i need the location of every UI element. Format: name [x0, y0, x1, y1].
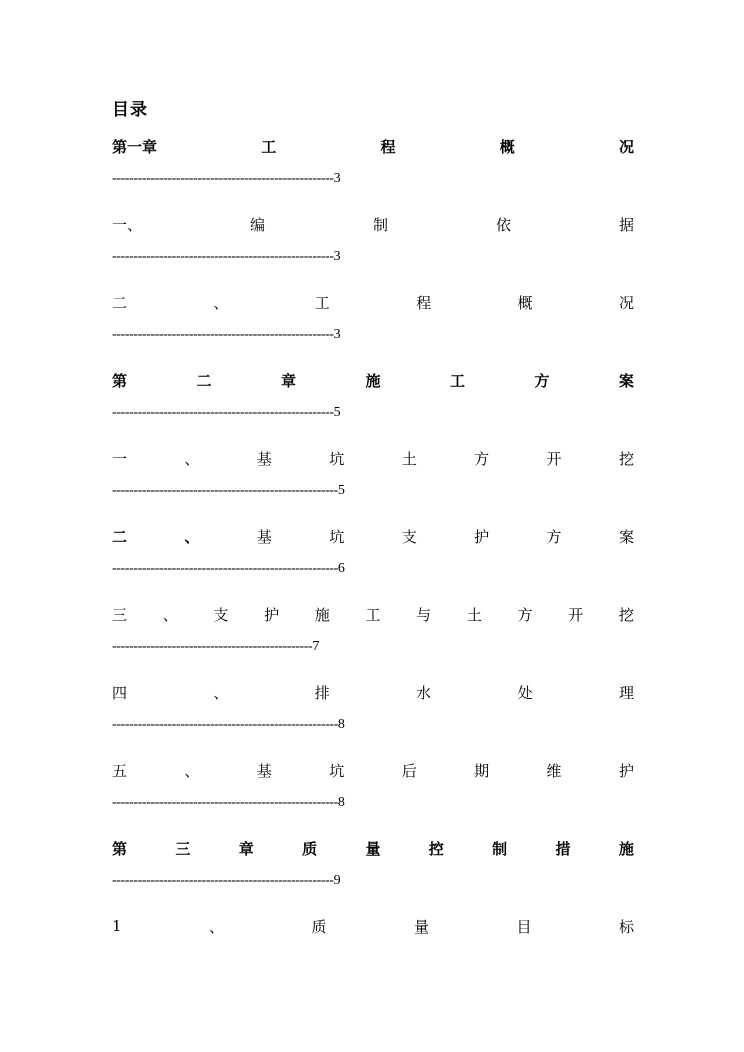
toc-heading-char: 质: [302, 839, 318, 858]
toc-leader: [112, 164, 634, 206]
toc-entry-heading: [112, 908, 634, 944]
toc-leader-dashes: ----------------------------------------------------: [112, 249, 334, 264]
toc-heading-char: 目: [516, 917, 532, 936]
toc-heading-char: 标: [618, 917, 634, 936]
toc-entry-heading: [112, 518, 634, 554]
toc-heading-char: 工: [365, 605, 381, 624]
toc-heading-char: 土: [401, 449, 417, 468]
toc-entry-heading: [112, 362, 634, 398]
toc-heading-char: 一、: [112, 215, 143, 234]
toc-heading-char: 基: [256, 761, 272, 780]
toc-page-number: 9: [333, 873, 341, 888]
toc-heading-char: 方: [546, 527, 562, 546]
toc-heading-char: 维: [546, 761, 562, 780]
toc-leader-dashes: ----------------------------------------------------: [112, 171, 334, 186]
toc-heading-char: 后: [401, 761, 417, 780]
toc-heading-char: 开: [568, 605, 584, 624]
toc-heading-char: 、: [184, 449, 200, 468]
toc-entry-heading: [112, 830, 634, 866]
toc-heading-char: 章: [238, 839, 254, 858]
toc-heading-char: 第一章: [112, 137, 158, 156]
toc-heading-char: 三: [175, 839, 191, 858]
toc-leader: [112, 710, 634, 752]
toc-heading-char: 护: [618, 761, 634, 780]
toc-heading-char: 坑: [329, 527, 345, 546]
toc-entry-heading: [112, 752, 634, 788]
table-of-contents: [112, 128, 634, 986]
toc-heading-char: 二: [112, 527, 128, 546]
toc-heading-char: 护: [474, 527, 490, 546]
toc-heading-char: 概: [517, 293, 533, 312]
toc-heading-char: 支: [213, 605, 229, 624]
toc-heading-char: 、: [184, 527, 200, 546]
toc-heading-char: 第: [112, 839, 128, 858]
toc-page-number: 5: [337, 483, 345, 498]
toc-leader: [112, 398, 634, 440]
toc-entry[interactable]: [112, 206, 634, 284]
toc-leader-dashes: -----------------------------------------------------: [112, 483, 338, 498]
toc-heading-char: 施: [618, 839, 634, 858]
toc-heading-char: 支: [401, 527, 417, 546]
toc-heading-char: 方: [534, 371, 550, 390]
toc-heading-char: 程: [380, 137, 396, 156]
toc-heading-char: 理: [618, 683, 634, 702]
toc-heading-char: 量: [365, 839, 381, 858]
toc-heading-char: 四: [112, 683, 128, 702]
toc-entry-heading: [112, 674, 634, 710]
toc-leader: [112, 476, 634, 518]
toc-heading-char: 五: [112, 761, 128, 780]
toc-heading-char: 章: [280, 371, 296, 390]
toc-heading-char: 据: [618, 215, 634, 234]
toc-leader: [112, 866, 634, 908]
toc-entry[interactable]: [112, 440, 634, 518]
toc-leader: [112, 242, 634, 284]
toc-leader-dashes: ----------------------------------------------------: [112, 405, 334, 420]
toc-heading-char: 二: [112, 293, 128, 312]
toc-heading-char: 处: [517, 683, 533, 702]
toc-heading-char: 控: [428, 839, 444, 858]
toc-entry-heading: [112, 128, 634, 164]
toc-heading-char: 工: [314, 293, 330, 312]
toc-heading-char: 方: [474, 449, 490, 468]
toc-heading-char: 案: [618, 371, 634, 390]
toc-heading-char: 、: [209, 917, 225, 936]
toc-heading-char: 期: [474, 761, 490, 780]
toc-heading-char: 质: [311, 917, 327, 936]
toc-page-number: 7: [312, 639, 320, 654]
toc-heading-char: 挖: [618, 449, 634, 468]
toc-entry[interactable]: [112, 128, 634, 206]
toc-heading-char: 制: [372, 215, 388, 234]
toc-heading-char: 基: [256, 449, 272, 468]
toc-page-number: 8: [337, 717, 345, 732]
toc-heading-char: 、: [162, 605, 178, 624]
toc-heading-char: 二: [196, 371, 212, 390]
toc-heading-char: 基: [256, 527, 272, 546]
toc-page-number: 3: [333, 249, 341, 264]
toc-entry[interactable]: [112, 284, 634, 362]
toc-heading-char: 坑: [329, 449, 345, 468]
toc-heading-char: 方: [517, 605, 533, 624]
toc-page-number: 8: [337, 795, 345, 810]
toc-heading-char: 依: [495, 215, 511, 234]
toc-heading-char: 工: [261, 137, 277, 156]
toc-leader: [112, 788, 634, 830]
toc-title: 目录: [112, 100, 148, 120]
toc-heading-char: 案: [618, 527, 634, 546]
toc-entry-heading: [112, 440, 634, 476]
toc-page-number: 6: [337, 561, 345, 576]
toc-entry[interactable]: [112, 752, 634, 830]
toc-leader-dashes: -----------------------------------------------: [112, 639, 313, 654]
toc-heading-char: 工: [449, 371, 465, 390]
toc-heading-char: 措: [555, 839, 571, 858]
toc-heading-char: 概: [499, 137, 515, 156]
toc-entry[interactable]: [112, 518, 634, 596]
toc-leader-dashes: ----------------------------------------------------: [112, 873, 334, 888]
toc-heading-char: 挖: [618, 605, 634, 624]
toc-heading-char: 、: [213, 683, 229, 702]
toc-entry-heading: [112, 206, 634, 242]
toc-heading-char: 与: [416, 605, 432, 624]
toc-heading-char: 护: [264, 605, 280, 624]
toc-entry[interactable]: [112, 674, 634, 752]
toc-leader-dashes: -----------------------------------------------------: [112, 561, 338, 576]
toc-heading-char: 编: [249, 215, 265, 234]
toc-leader-dashes: ----------------------------------------------------: [112, 327, 334, 342]
toc-heading-char: 况: [618, 137, 634, 156]
toc-heading-char: 水: [416, 683, 432, 702]
toc-heading-char: 制: [492, 839, 508, 858]
toc-leader: [112, 632, 634, 674]
toc-entry[interactable]: [112, 908, 634, 986]
toc-entry-heading: [112, 284, 634, 320]
toc-entry-heading: [112, 596, 634, 632]
toc-heading-char: 施: [365, 371, 381, 390]
toc-entry[interactable]: [112, 362, 634, 440]
toc-heading-char: 况: [618, 293, 634, 312]
toc-heading-char: 1: [112, 917, 122, 935]
toc-heading-char: 三: [112, 605, 128, 624]
toc-leader-dashes: -----------------------------------------------------: [112, 717, 338, 732]
toc-leader: [112, 320, 634, 362]
toc-heading-char: 第: [112, 371, 128, 390]
toc-heading-char: 施: [314, 605, 330, 624]
toc-entry[interactable]: [112, 596, 634, 674]
toc-page-number: 5: [333, 405, 341, 420]
toc-heading-char: 排: [314, 683, 330, 702]
toc-page-number: 3: [333, 327, 341, 342]
toc-heading-char: 土: [466, 605, 482, 624]
toc-heading-char: 程: [416, 293, 432, 312]
toc-heading-char: 开: [546, 449, 562, 468]
toc-heading-char: 、: [213, 293, 229, 312]
toc-leader-dashes: -----------------------------------------------------: [112, 795, 338, 810]
toc-entry[interactable]: [112, 830, 634, 908]
toc-page-number: 3: [333, 171, 341, 186]
toc-leader: [112, 554, 634, 596]
toc-heading-char: 量: [413, 917, 429, 936]
toc-heading-char: 坑: [329, 761, 345, 780]
toc-heading-char: 一: [112, 449, 128, 468]
toc-heading-char: 、: [184, 761, 200, 780]
